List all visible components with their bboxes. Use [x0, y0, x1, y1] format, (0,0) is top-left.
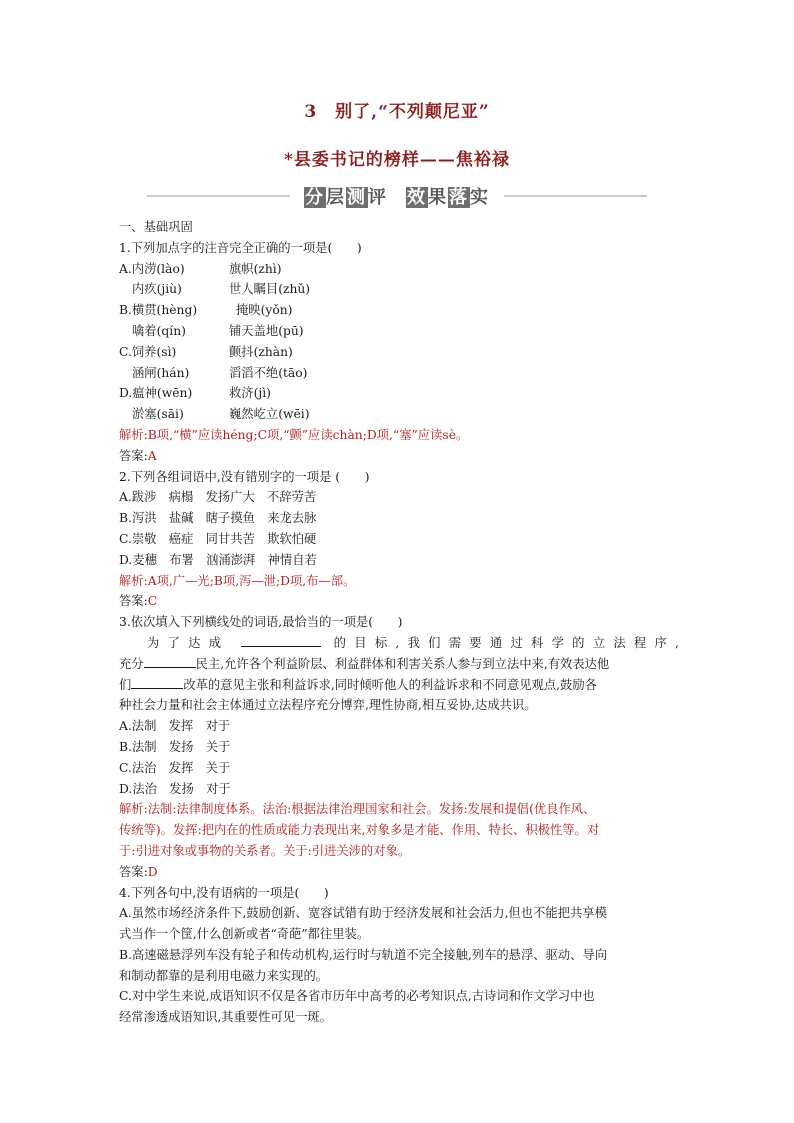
q2-option-d: D.麦穗 布署 汹涌澎湃 神情自若	[119, 552, 317, 567]
q3-text: 充分	[119, 656, 144, 671]
q3-analysis-line1: 解析:法制:法律制度体系。法治:根据法律治理国家和社会。发扬:发展和提倡(优良作风、	[119, 802, 596, 817]
q3-option-d: D.法治 发扬 对于	[119, 781, 231, 796]
q3-text: 为了达成	[147, 635, 230, 650]
q3-text: 改革的意见主张和利益诉求,同时倾听他人的利益诉求和不同意见观点,鼓励各	[183, 677, 597, 692]
answer-value: C	[147, 594, 158, 609]
q1-word: C.饲养(sì)	[119, 344, 177, 359]
q3-text: 们	[119, 677, 132, 692]
q3-passage-line3	[119, 675, 679, 696]
q1-option-d-line2	[119, 404, 679, 425]
q3-option-a: A.法制 发挥 对于	[119, 719, 231, 734]
fill-blank	[144, 654, 196, 668]
q1-option-c-line1	[119, 342, 679, 363]
q3-text: 的目标,我们需要通过科学的立法程序,	[333, 635, 679, 650]
q1-answer	[119, 446, 679, 467]
q1-word: 颤抖(zhàn)	[229, 344, 293, 359]
q1-analysis: 解析:B项,“横”应读héng;C项,“颤”应读chàn;D项,“塞”应读sè。	[119, 427, 469, 442]
q1-word: 铺天盖地(pū)	[229, 323, 304, 338]
q4-option-c-line1: C.对中学生来说,成语知识不仅是各省市历年中高考的必考知识点,古诗词和作文学习中也	[119, 989, 595, 1004]
q4-option-b-line2: 和制动都靠的是利用电磁力来实现的。	[119, 968, 329, 983]
q1-word: 旗帜(zhì)	[229, 261, 282, 276]
lesson-subtitle: *县委书记的榜样——焦裕禄	[284, 150, 510, 170]
exercise-content	[119, 217, 679, 1028]
q4-option-a-line1: A.虽然市场经济条件下,鼓励创新、宽容试错有助于经济发展和社会活力,但也不能把共享模	[119, 906, 607, 921]
q2-option-b: B.泻洪 盐碱 瞎子摸鱼 来龙去脉	[119, 511, 317, 526]
q4-option-b-line1: B.高速磁悬浮列车没有轮子和传动机构,运行时与轨道不完全接触,列车的悬浮、驱动、导向	[119, 947, 608, 962]
q3-analysis-line2: 传统等)。发挥:把内在的性质或能力表现出来,对象多是才能、作用、特长、积极性等。对	[119, 823, 600, 838]
q1-stem: 1.下列加点字的注音完全正确的一项是( )	[119, 240, 362, 255]
q1-word: 淤塞(sāi)	[132, 407, 184, 422]
q1-word: 涵闸(hán)	[132, 365, 190, 380]
q3-analysis-line3: 于:引进对象或事物的关系者。关于:引进关涉的对象。	[119, 843, 411, 858]
answer-label: 答案:	[119, 594, 148, 609]
q4-option-c-line2: 经常渗透成语知识,其重要性可见一斑。	[119, 1010, 332, 1025]
q3-option-c: C.法治 发挥 关于	[119, 760, 231, 775]
q2-answer	[119, 591, 679, 612]
section-heading: 一、基础巩固	[119, 220, 193, 234]
q1-word: D.瘟神(wēn)	[119, 386, 193, 401]
banner-text	[290, 183, 504, 209]
q1-word: 巍然屹立(wēi)	[229, 407, 310, 422]
q1-option-d-line1	[119, 383, 679, 404]
q1-word: 噙着(qín)	[132, 323, 186, 338]
q4-option-a-line2: 式当作一个筐,什么创新或者“奇葩”都往里装。	[119, 927, 370, 942]
answer-value: A	[147, 448, 157, 463]
q1-option-b-line2	[119, 321, 679, 342]
q1-word: 滔滔不绝(tāo)	[229, 365, 308, 380]
lesson-title: 3 别了,“不列颠尼亚”	[304, 102, 490, 122]
q2-analysis: 解析:A项,广—光;B项,泻—泄;D项,布—部。	[119, 573, 356, 588]
banner-char: 效	[407, 187, 427, 208]
banner-char: 测	[347, 187, 367, 208]
q3-option-b: B.法制 发扬 关于	[119, 739, 231, 754]
banner-char: 分	[305, 187, 325, 208]
q1-word: 世人瞩目(zhǔ)	[229, 282, 311, 297]
q1-word: 掩映(yǒn)	[236, 303, 293, 318]
section-banner	[147, 183, 647, 209]
q3-stem: 3.依次填入下列横线处的词语,最恰当的一项是( )	[119, 615, 403, 630]
fill-blank	[241, 633, 321, 647]
q3-passage-line4: 种社会力量和社会主体通过立法程序充分博弈,理性协商,相互妥协,达成共识。	[119, 698, 537, 713]
banner-char: 落	[449, 187, 469, 208]
q1-word: 内疚(jiù)	[132, 282, 182, 297]
q1-option-b-line1	[119, 300, 679, 321]
q1-option-a-line1	[119, 259, 679, 280]
banner-char: 果	[428, 187, 448, 208]
banner-divider-right	[504, 195, 647, 197]
q3-answer	[119, 862, 679, 883]
q1-word: A.内涝(lào)	[119, 261, 185, 276]
answer-label: 答案:	[119, 448, 148, 463]
banner-char: 评	[368, 187, 388, 208]
q3-passage-line2	[119, 654, 679, 675]
banner-divider-left	[147, 195, 290, 197]
q1-option-c-line2	[119, 363, 679, 384]
q2-option-c: C.崇敬 癌症 同甘共苦 欺软怕硬	[119, 531, 317, 546]
answer-value: D	[147, 864, 158, 879]
q2-stem: 2.下列各组词语中,没有错别字的一项是 ( )	[119, 469, 370, 484]
q1-option-a-line2	[119, 279, 679, 300]
banner-char: 实	[470, 187, 490, 208]
fill-blank	[131, 675, 183, 689]
q4-stem: 4.下列各句中,没有语病的一项是( )	[119, 885, 329, 900]
q1-word: B.横贯(hèng)	[119, 303, 198, 318]
answer-label: 答案:	[119, 864, 148, 879]
q3-text: 民主,允许各个利益阶层、利益群体和利害关系人参与到立法中来,有效表达他	[195, 656, 610, 671]
banner-char: 层	[326, 187, 346, 208]
q1-word: 救济(jì)	[229, 386, 271, 401]
q3-passage-line1	[119, 633, 679, 654]
q2-option-a: A.跋涉 病榻 发扬广大 不辞劳苦	[119, 490, 317, 505]
